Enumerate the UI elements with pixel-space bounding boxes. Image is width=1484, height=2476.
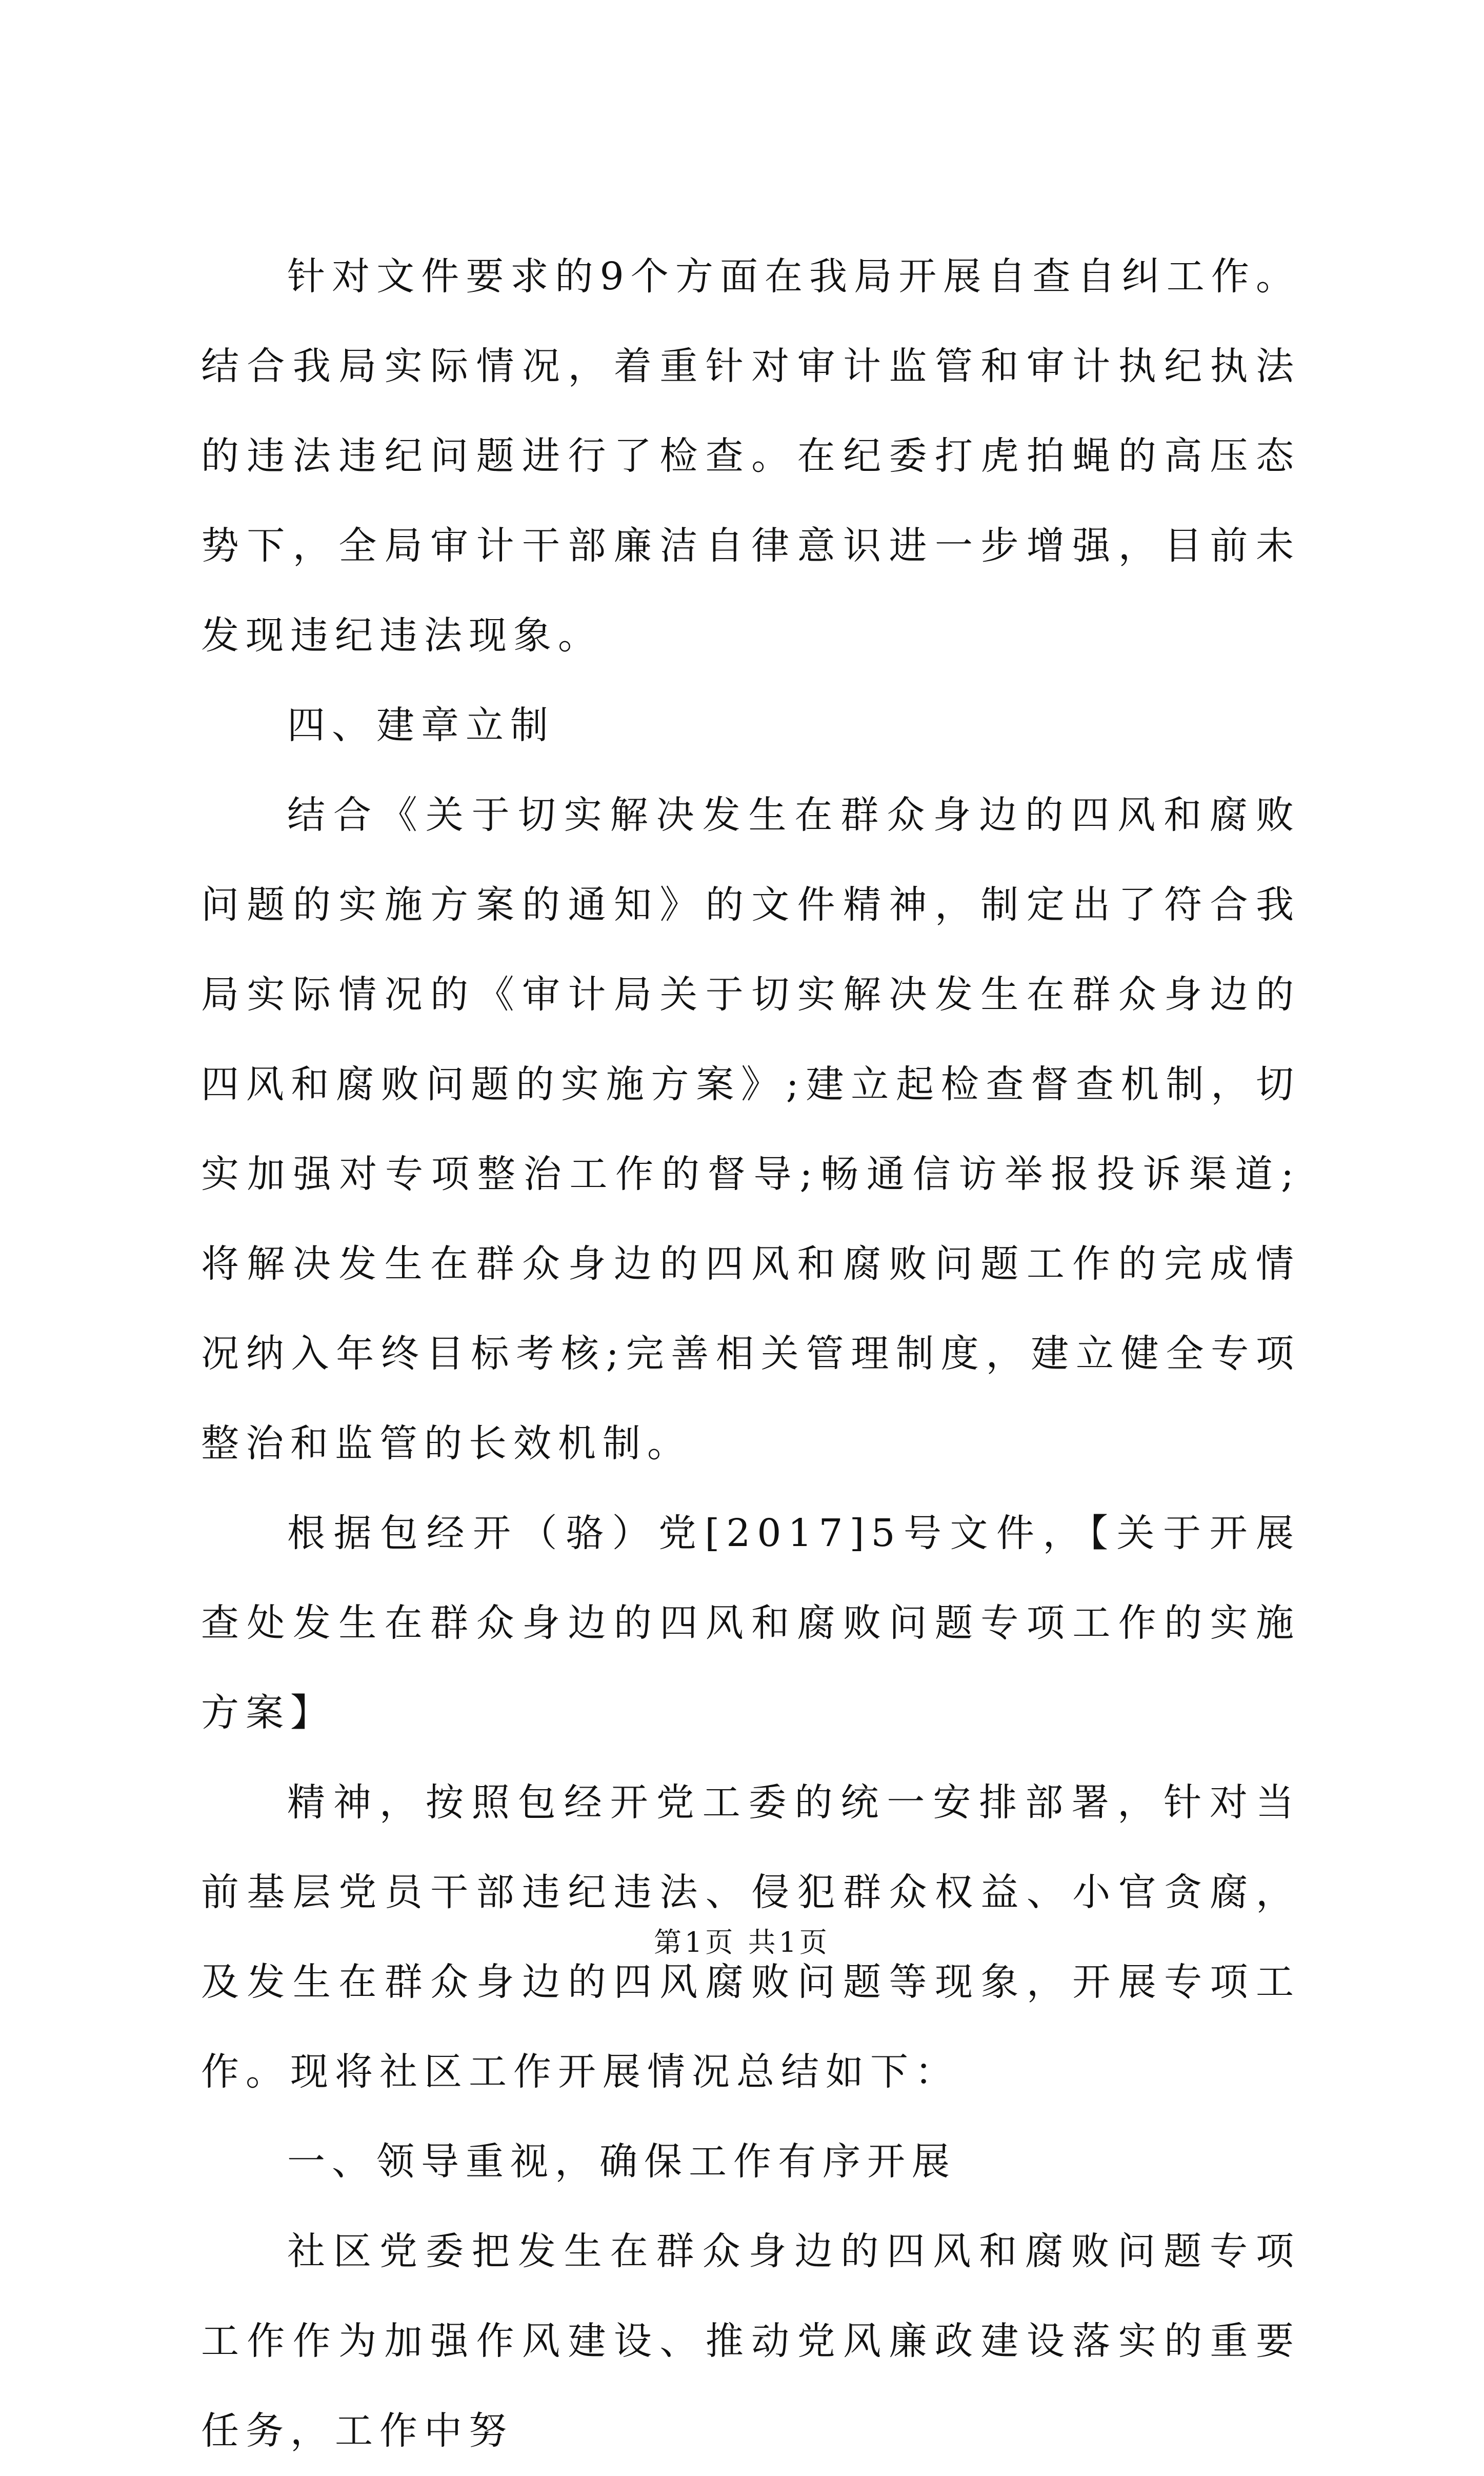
paragraph-spirit: 精神，按照包经开党工委的统一安排部署，针对当前基层党员干部违纪违法、侵犯群众权益、小官贪腐，及发生在群众身边的四风腐败问题等现象，开展专项工作。现将社区工作开展情况总结如下：	[201, 1780, 1300, 2094]
paragraph-rules-detail: 结合《关于切实解决发生在群众身边的四风和腐败问题的实施方案的通知》的文件精神，制定出了符合我局实际情况的《审计局关于切实解决发生在群众身边的四风和腐败问题的实施方案》;建立起检查督查机制，切实加强对专项整治工作的督导;畅通信访举报投诉渠道;将解决发生在群众身边的四风和腐败问题工作的完成情况纳入年终目标考核;完善相关管理制度，建立健全专项整治和监管的长效机制。	[201, 793, 1300, 1465]
section-heading-rules: 四、建章立制	[287, 703, 555, 747]
paragraph-document-basis: 根据包经开（骆）党[2017]5号文件，【关于开展查处发生在群众身边的四风和腐败问题专项工作的实施方案】	[201, 1511, 1300, 1735]
paragraph-community-committee: 社区党委把发生在群众身边的四风和腐败问题专项工作作为加强作风建设、推动党风廉政建设落实的重要任务，工作中努	[201, 2229, 1300, 2453]
document-body	[201, 232, 1300, 2476]
paragraph-self-inspection: 针对文件要求的9个方面在我局开展自查自纠工作。结合我局实际情况，着重针对审计监管和审计执纪执法的违法违纪问题进行了检查。在纪委打虎拍蝇的高压态势下，全局审计干部廉洁自律意识进一步增强，目前未发现违纪违法现象。	[201, 254, 1300, 658]
section-heading-leadership: 一、领导重视，确保工作有序开展	[287, 2140, 956, 2184]
page-footer: 第1页 共1页	[654, 1926, 830, 1958]
